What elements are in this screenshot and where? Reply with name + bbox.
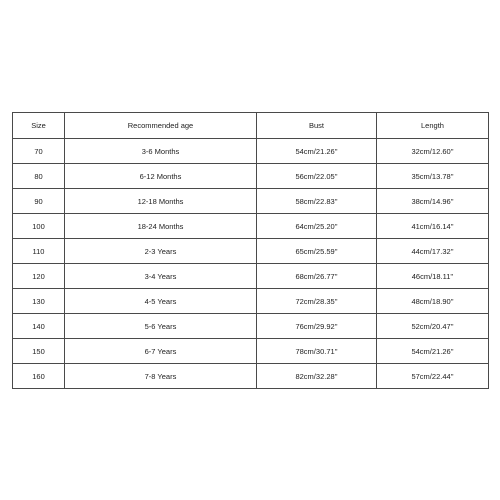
cell-recommended-age: 2-3 Years: [65, 239, 257, 264]
table-row: [13, 214, 489, 239]
cell-recommended-age: 18-24 Months: [65, 214, 257, 239]
cell-length: 48cm/18.90'': [377, 289, 489, 314]
header-length: Length: [377, 113, 489, 139]
cell-bust: 54cm/21.26'': [257, 139, 377, 164]
cell-bust: 58cm/22.83'': [257, 189, 377, 214]
table-row: [13, 339, 489, 364]
table-row: [13, 264, 489, 289]
cell-length: 32cm/12.60'': [377, 139, 489, 164]
header-recommended-age: Recommended age: [65, 113, 257, 139]
cell-length: 57cm/22.44'': [377, 364, 489, 389]
cell-size: 130: [13, 289, 65, 314]
cell-recommended-age: 3-4 Years: [65, 264, 257, 289]
cell-length: 38cm/14.96'': [377, 189, 489, 214]
cell-size: 110: [13, 239, 65, 264]
table-row: [13, 189, 489, 214]
size-chart-table: [12, 112, 489, 389]
cell-bust: 76cm/29.92'': [257, 314, 377, 339]
cell-recommended-age: 4-5 Years: [65, 289, 257, 314]
cell-recommended-age: 6-7 Years: [65, 339, 257, 364]
table-row: [13, 239, 489, 264]
cell-size: 120: [13, 264, 65, 289]
cell-length: 46cm/18.11'': [377, 264, 489, 289]
header-size: Size: [13, 113, 65, 139]
cell-bust: 68cm/26.77'': [257, 264, 377, 289]
cell-bust: 78cm/30.71'': [257, 339, 377, 364]
cell-recommended-age: 7-8 Years: [65, 364, 257, 389]
cell-size: 160: [13, 364, 65, 389]
table-row: [13, 289, 489, 314]
cell-size: 150: [13, 339, 65, 364]
cell-bust: 72cm/28.35'': [257, 289, 377, 314]
cell-recommended-age: 12-18 Months: [65, 189, 257, 214]
table-row: [13, 364, 489, 389]
table-row: [13, 139, 489, 164]
table-row: [13, 164, 489, 189]
table-header-row: [13, 113, 489, 139]
cell-length: 35cm/13.78'': [377, 164, 489, 189]
cell-recommended-age: 6-12 Months: [65, 164, 257, 189]
cell-recommended-age: 5-6 Years: [65, 314, 257, 339]
cell-bust: 64cm/25.20'': [257, 214, 377, 239]
cell-bust: 56cm/22.05'': [257, 164, 377, 189]
cell-size: 140: [13, 314, 65, 339]
cell-size: 100: [13, 214, 65, 239]
cell-length: 52cm/20.47'': [377, 314, 489, 339]
cell-size: 80: [13, 164, 65, 189]
cell-size: 90: [13, 189, 65, 214]
header-bust: Bust: [257, 113, 377, 139]
cell-recommended-age: 3-6 Months: [65, 139, 257, 164]
cell-bust: 65cm/25.59'': [257, 239, 377, 264]
cell-size: 70: [13, 139, 65, 164]
cell-length: 41cm/16.14'': [377, 214, 489, 239]
cell-bust: 82cm/32.28'': [257, 364, 377, 389]
cell-length: 44cm/17.32'': [377, 239, 489, 264]
table-row: [13, 314, 489, 339]
cell-length: 54cm/21.26'': [377, 339, 489, 364]
